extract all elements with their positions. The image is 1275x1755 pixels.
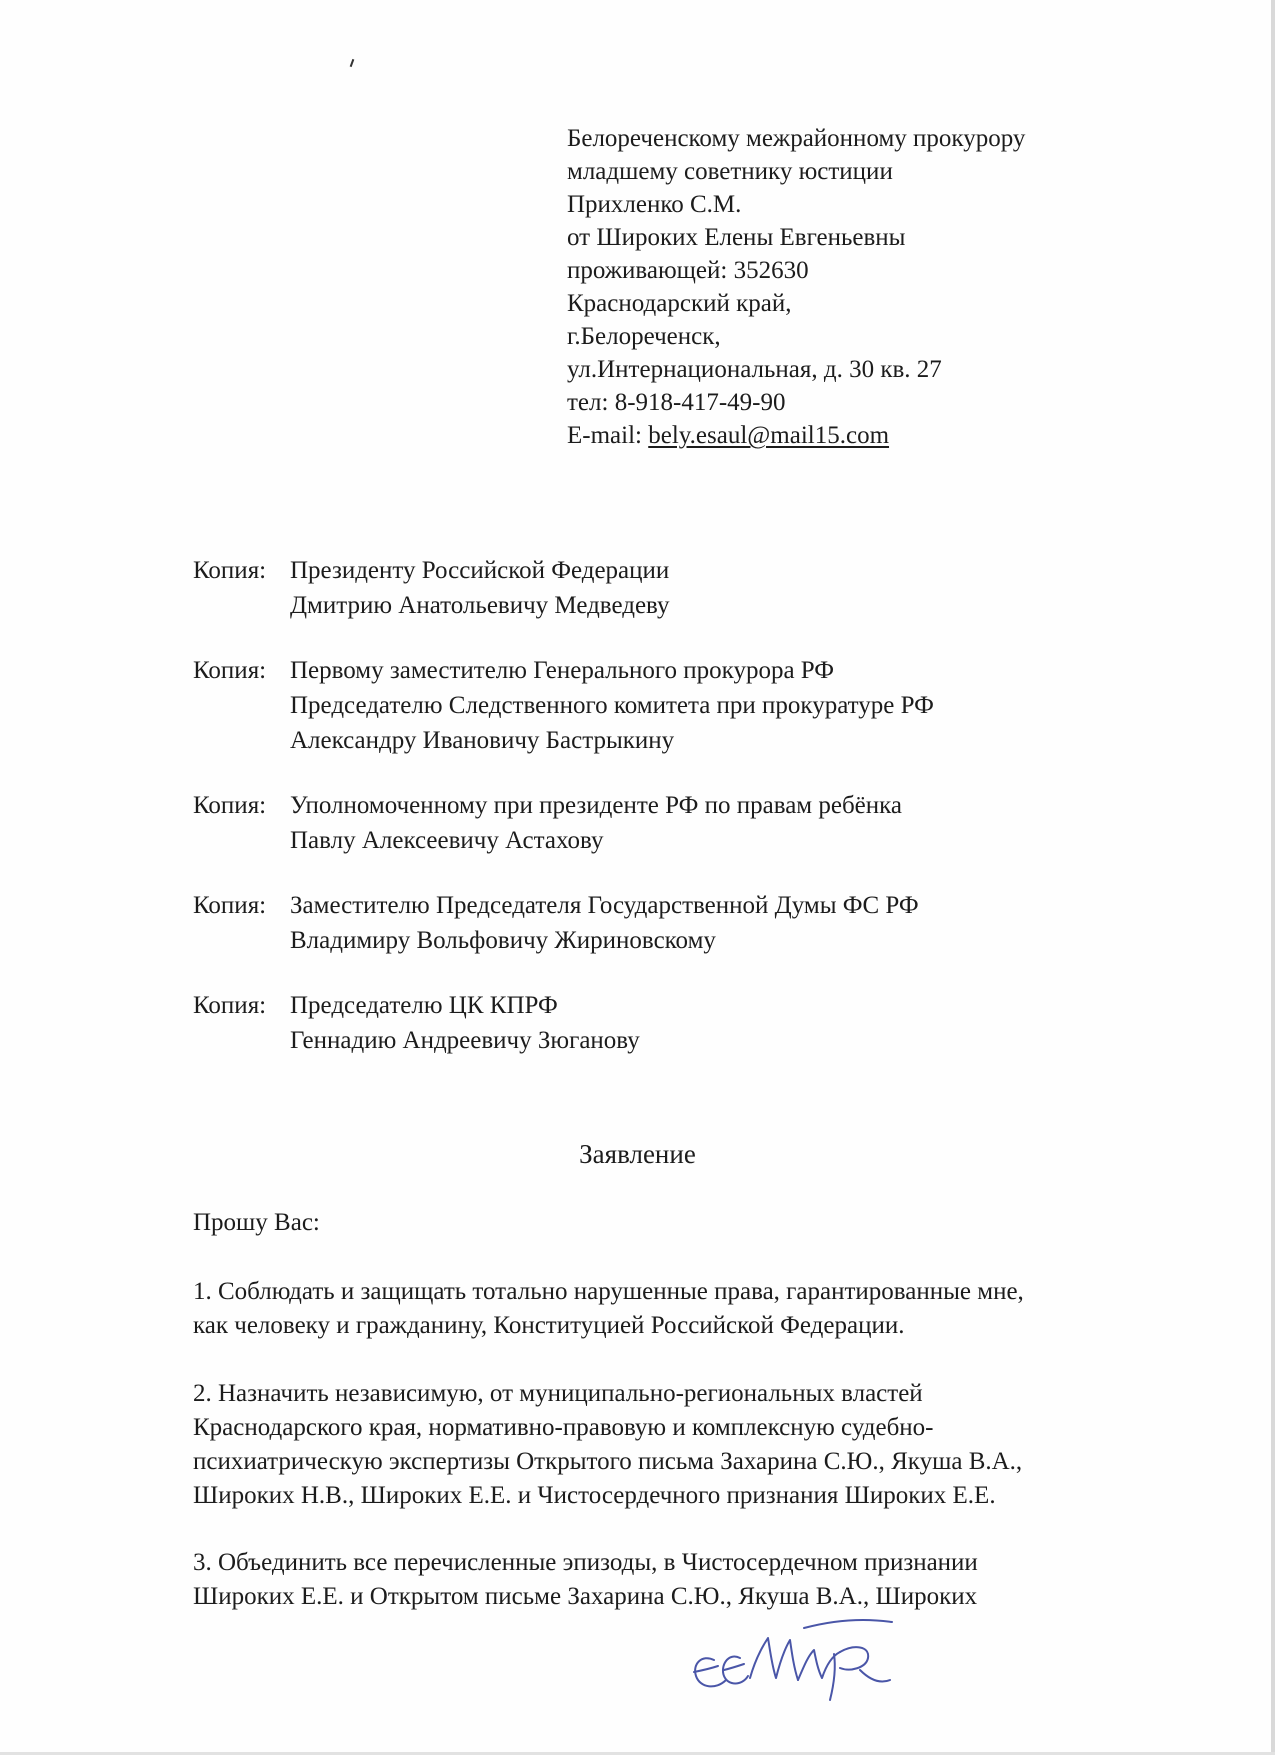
- address-line: проживающей: 352630: [567, 257, 809, 284]
- phone-line: тел: 8-918-417-49-90: [567, 389, 786, 416]
- paragraph-line: 2. Назначить независимую, от муниципально-региональных властей: [193, 1380, 923, 1407]
- copy-recipient-line: Первому заместителю Генерального прокурора РФ: [290, 657, 835, 684]
- address-line: г.Белореченск,: [567, 323, 721, 350]
- paragraph-line: 3. Объединить все перечисленные эпизоды, в Чистосердечном признании: [193, 1549, 978, 1576]
- signature-stroke: [724, 1664, 744, 1670]
- copy-label: Копия:: [193, 657, 267, 684]
- sender-line: от Широких Елены Евгеньевны: [567, 224, 906, 251]
- copy-label: Копия:: [193, 557, 267, 584]
- signature-stroke: [804, 1620, 892, 1628]
- address-line: Краснодарский край,: [567, 290, 792, 317]
- signature-stroke: [694, 1666, 718, 1672]
- paragraph-line: 1. Соблюдать и защищать тотально нарушенные права, гарантированные мне,: [193, 1278, 1024, 1305]
- copy-recipient-line: Дмитрию Анатольевичу Медведеву: [290, 592, 670, 619]
- copy-recipient-line: Александру Ивановичу Бастрыкину: [290, 727, 675, 754]
- recipient-line: Белореченскому межрайонному прокурору: [567, 125, 1026, 152]
- signature-stroke: [695, 1658, 726, 1686]
- copy-recipient-line: Владимиру Вольфовичу Жириновскому: [290, 927, 716, 954]
- paragraph-line: Краснодарского края, нормативно-правовую и комплексную судебно-: [193, 1414, 934, 1441]
- email-label: E-mail:: [567, 422, 642, 449]
- scan-edge: [1271, 0, 1275, 1755]
- copy-recipient-line: Павлу Алексеевичу Астахову: [290, 827, 604, 854]
- paragraph-line: как человеку и гражданину, Конституцией Российской Федерации.: [193, 1312, 905, 1339]
- body-intro: Прошу Вас:: [193, 1209, 320, 1236]
- scan-speck: [350, 59, 355, 67]
- copy-recipient-line: Председателю ЦК КПРФ: [290, 992, 558, 1019]
- address-line: ул.Интернациональная, д. 30 кв. 27: [567, 356, 942, 383]
- recipient-line: Прихленко С.М.: [567, 191, 742, 218]
- copy-recipient-line: Геннадию Андреевичу Зюганову: [290, 1027, 640, 1054]
- document-title: Заявление: [579, 1139, 696, 1169]
- copy-label: Копия:: [193, 792, 267, 819]
- copy-recipient-line: Президенту Российской Федерации: [290, 557, 670, 584]
- copy-label: Копия:: [193, 892, 267, 919]
- copy-label: Копия:: [193, 992, 267, 1019]
- copy-recipient-line: Председателю Следственного комитета при прокуратуре РФ: [290, 692, 934, 719]
- recipient-line: младшему советнику юстиции: [567, 158, 893, 185]
- email-link[interactable]: bely.esaul@mail15.com: [648, 422, 890, 449]
- paragraph-line: психиатрическую экспертизы Открытого письма Захарина С.Ю., Якуша В.А.,: [193, 1448, 1023, 1475]
- signature-stroke: [840, 1647, 868, 1669]
- signature-stroke: [860, 1670, 890, 1682]
- email-line: [567, 419, 889, 452]
- copy-recipient-line: Уполномоченному при президенте РФ по правам ребёнка: [290, 792, 903, 819]
- signature-stroke: [750, 1638, 798, 1680]
- copy-recipient-line: Заместителю Председателя Государственной Думы ФС РФ: [290, 892, 919, 919]
- paragraph-line: Широких Н.В., Широких Е.Е. и Чистосердечного признания Широких Е.Е.: [193, 1482, 996, 1509]
- paragraph-line: Широких Е.Е. и Открытом письме Захарина С.Ю., Якуша В.А., Широких: [193, 1583, 978, 1610]
- handwritten-signature: [684, 1610, 904, 1710]
